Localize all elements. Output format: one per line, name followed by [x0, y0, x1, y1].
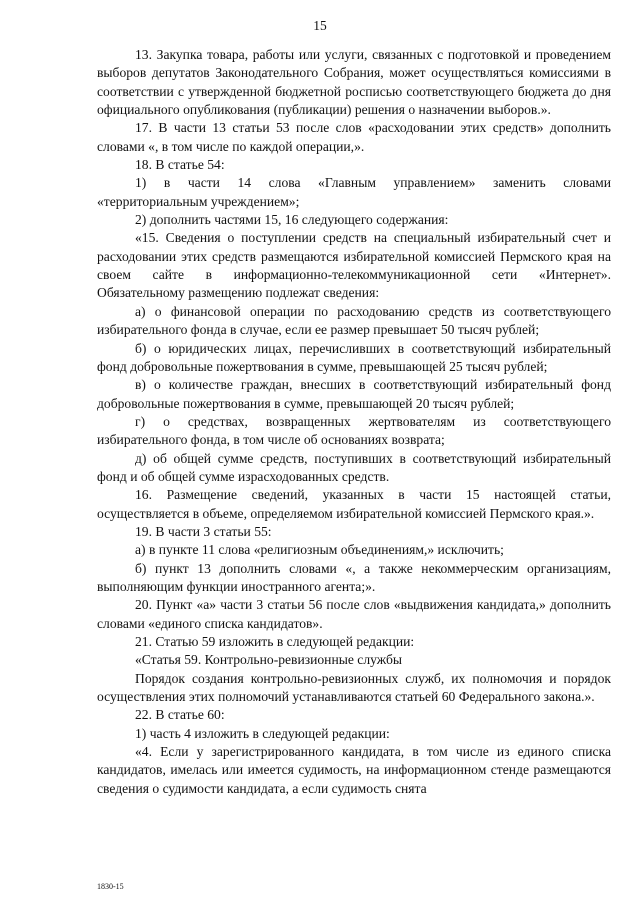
paragraph: в) о количестве граждан, внесших в соответствующий избирательный фонд добровольные пожертвования в сумме, превышающей 20 тысяч рублей; — [97, 377, 611, 411]
paragraph: а) о финансовой операции по расходованию средств из соответствующего избирательного фонда в случае, если ее размер превышает 50 тысяч рублей; — [97, 303, 611, 338]
paragraph: 20. Пункт «а» части 3 статьи 56 после слов «выдвижения кандидата,» дополнить словами «единого списка кандидатов». — [97, 597, 611, 631]
paragraph: 21. Статью 59 изложить в следующей редакции: — [135, 634, 415, 649]
paragraph: 19. В части 3 статьи 55: — [135, 523, 272, 539]
paragraph: 18. В статье 54: — [135, 157, 225, 173]
paragraph: д) об общей сумме средств, поступивших в соответствующий избирательный фонд и об общей сумме израсходованных средств. — [97, 450, 611, 484]
paragraph: 22. В статье 60: — [135, 707, 225, 723]
paragraph: «15. Сведения о поступлении средств на специальный избирательный счет и расходовании этих средств размещаются избирательной комиссией Пермского края на своем сайте в информационно-телекоммуникационной сети «Интернет». Обязательному размещению подлежат сведения: — [97, 230, 611, 301]
paragraph: 13. Закупка товара, работы или услуги, связанных с подготовкой и проведением выборов депутатов Законодательного Собрания, может осуществляться комиссиями в соответствии с утвержденной бюджетной росписью соответствующего бюджета до дня официального опубликования (публикации) решения о назначении выборов.». — [97, 47, 611, 118]
paragraph: а) в пункте 11 слова «религиозным объединениям,» исключить; — [135, 542, 504, 558]
paragraph: «4. Если у зарегистрированного кандидата, в том числе из единого списка кандидатов, имелась или имеется судимость, на информационном стенде размещаются сведения о судимости кандидата, а если судимость снята — [97, 744, 611, 796]
paragraph: 17. В части 13 статьи 53 после слов «расходовании этих средств» дополнить словами «, в том числе по каждой операции,». — [97, 120, 611, 154]
paragraph: 1) часть 4 изложить в следующей редакции: — [135, 725, 390, 741]
paragraph: 1) в части 14 слова «Главным управлением» заменить словами «территориальным учреждением»; — [97, 175, 611, 209]
paragraph: Порядок создания контрольно-ревизионных служб, их полномочия и порядок осуществления этих полномочий устанавливаются статьей 60 Федерального закона.». — [97, 670, 611, 705]
document-code: 1830-15 — [97, 882, 124, 891]
page-number: 15 — [313, 18, 327, 33]
paragraph: г) о средствах, возвращенных жертвователям из соответствующего избирательного фонда, в том числе об основаниях возврата; — [97, 413, 611, 448]
document-body — [97, 46, 611, 798]
paragraph: «Статья 59. Контрольно-ревизионные службы — [135, 652, 402, 668]
paragraph: б) пункт 13 дополнить словами «, а также некоммерческим организациям, выполняющим функции иностранного агента;». — [97, 560, 611, 594]
paragraph: 16. Размещение сведений, указанных в части 15 настоящей статьи, осуществляется в объеме, определяемом избирательной комиссией Пермского края.». — [97, 487, 611, 521]
paragraph: б) о юридических лицах, перечисливших в соответствующий избирательный фонд добровольные пожертвования в сумме, превышающей 25 тысяч рублей; — [97, 340, 611, 374]
paragraph: 2) дополнить частями 15, 16 следующего содержания: — [135, 212, 449, 228]
